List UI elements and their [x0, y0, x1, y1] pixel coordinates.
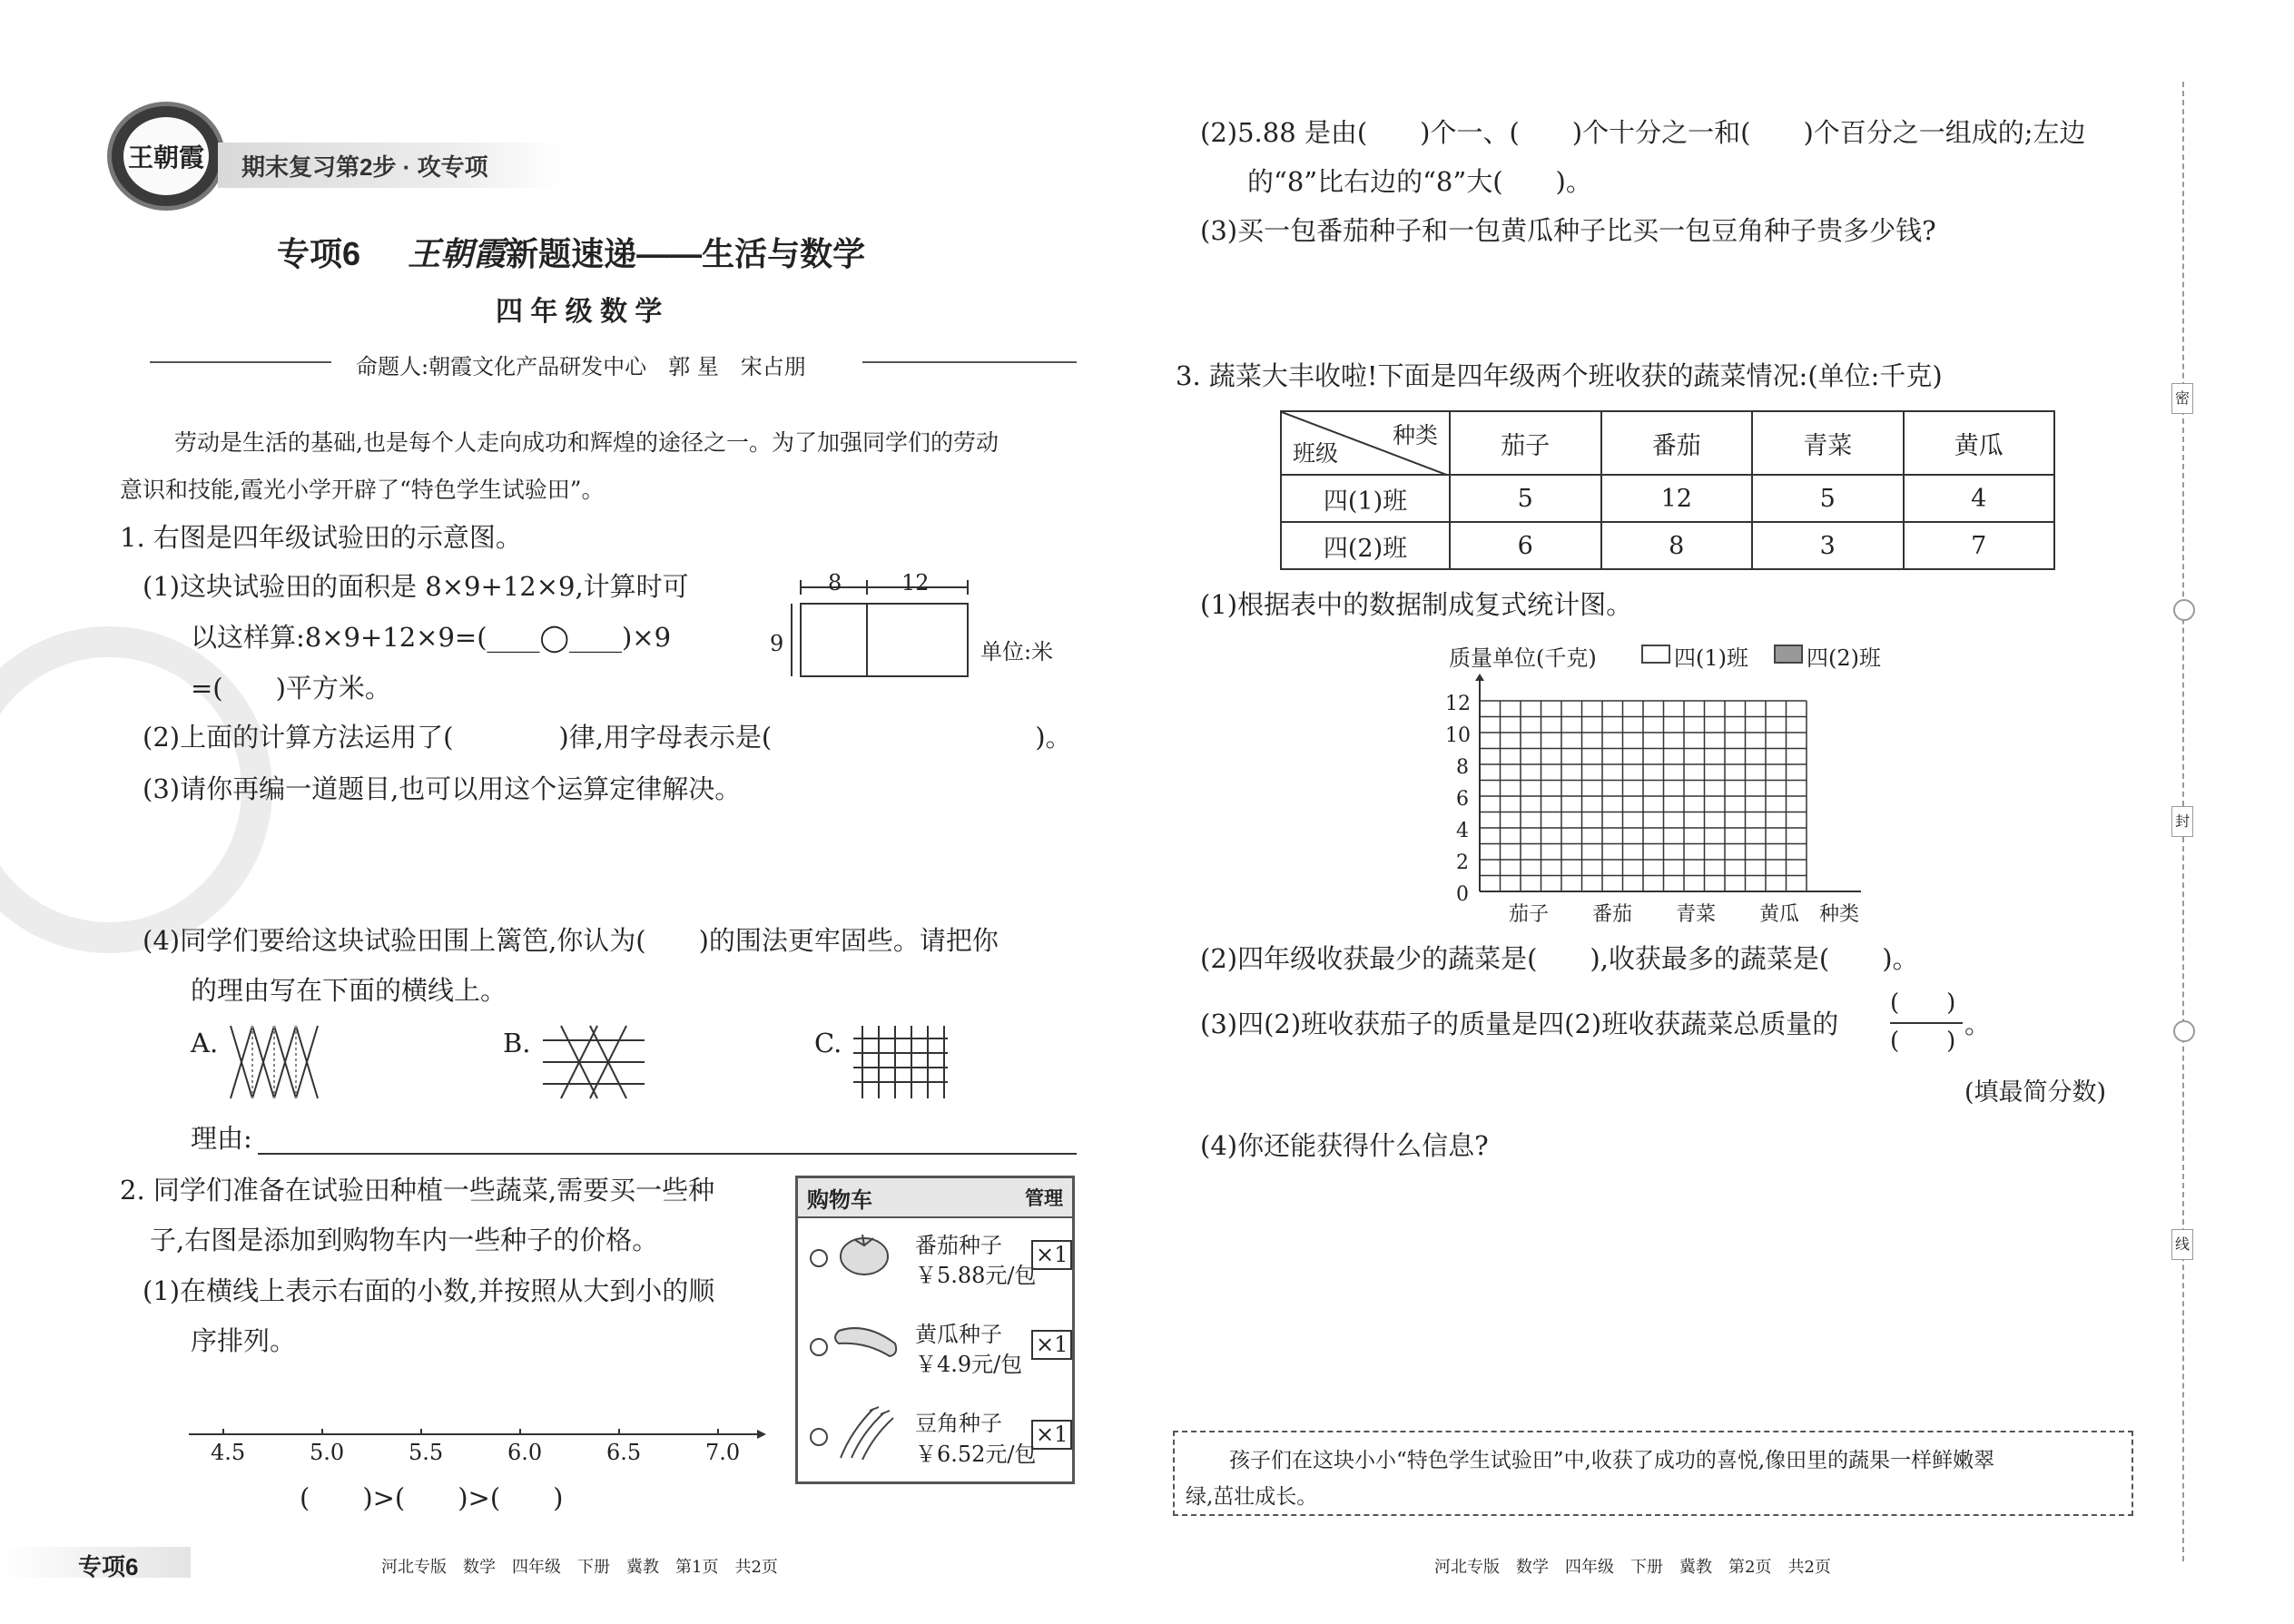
diagram-label-top-right: 12 — [901, 570, 930, 595]
table-row-name: 四(1)班 — [1281, 475, 1450, 522]
binding-label-box — [2171, 383, 2193, 414]
q3-part1: (1)根据表中的数据制成复式统计图。 — [1200, 589, 1633, 620]
chart-ytick-label: 10 — [1445, 724, 1471, 747]
chart-ytick-label: 2 — [1456, 851, 1469, 874]
table-row-name: 四(2)班 — [1281, 522, 1450, 569]
intro-line-2: 意识和技能,霞光小学开辟了“特色学生试验田”。 — [120, 477, 605, 503]
cart-item-qty-bean[interactable]: ×1 — [1031, 1420, 1072, 1450]
title-prefix: 专项6 — [277, 235, 361, 272]
binding-circle — [2173, 1020, 2195, 1042]
fraction-period: 。 — [1964, 1009, 1992, 1039]
number-line-tick-label: 4.5 — [211, 1440, 246, 1465]
table-cell: 7 — [1904, 522, 2055, 569]
table-corner — [1281, 411, 1450, 475]
table-cell: 6 — [1450, 522, 1601, 569]
chart-ylabel: 质量单位(千克) — [1449, 645, 1597, 671]
number-line-tick-label: 5.0 — [310, 1440, 345, 1465]
table-corner-top: 种类 — [1392, 422, 1438, 448]
chart-xcat-label: 茄子 — [1509, 903, 1550, 926]
footer-page-info-right: 河北专版 数学 四年级 下册 冀教 第2页 共2页 — [1434, 1558, 1831, 1577]
fraction-numerator[interactable]: ( ) — [1890, 989, 1956, 1017]
logo-text: 王朝霞 — [127, 143, 204, 172]
legend-label-class2: 四(2)班 — [1807, 645, 1881, 671]
brand-logo — [107, 102, 225, 211]
table-corner-bottom: 班级 — [1293, 440, 1339, 467]
q1-part2: (2)上面的计算方法运用了( )律,用字母表示是( )。 — [143, 722, 1072, 753]
cart-item-name-cucumber: 黄瓜种子 — [915, 1322, 1002, 1347]
q1-part4-line2: 的理由写在下面的横线上。 — [191, 975, 507, 1006]
order-answer[interactable]: ( )>( )>( ) — [300, 1482, 564, 1513]
cart-title: 购物车 — [807, 1187, 872, 1213]
banner-text: 期末复习第2步 · 攻专项 — [241, 153, 488, 181]
authors-rule-right — [862, 361, 1077, 363]
binding-label: 线 — [2174, 1235, 2190, 1253]
chart-xcat-label: 黄瓜 — [1759, 903, 1800, 926]
tomato-icon — [835, 1227, 893, 1278]
binding-label: 封 — [2174, 812, 2190, 830]
binding-label-box — [2171, 1229, 2193, 1260]
q1-part1-line1: (1)这块试验田的面积是 8×9+12×9,计算时可 — [143, 571, 689, 602]
legend-label-class1: 四(1)班 — [1674, 645, 1748, 671]
number-line-tick-label: 6.0 — [507, 1440, 543, 1465]
intro-line-1: 劳动是生活的基础,也是每个人走向成功和辉煌的途径之一。为了加强同学们的劳动 — [174, 429, 999, 456]
q3-part4: (4)你还能获得什么信息? — [1200, 1130, 1489, 1161]
cart-item-name-bean: 豆角种子 — [915, 1411, 1002, 1436]
page-subtitle: 四 年 级 数 学 — [496, 297, 663, 327]
cart-header — [798, 1178, 1072, 1218]
table-row — [1281, 522, 2054, 569]
diagram-unit: 单位:米 — [980, 639, 1054, 664]
cart-item-qty-cucumber[interactable]: ×1 — [1031, 1330, 1072, 1360]
fence-option-c[interactable] — [853, 1024, 948, 1100]
option-a-label: A. — [191, 1028, 219, 1058]
chart-ytick-label: 12 — [1445, 693, 1471, 715]
q3-title: 3. 蔬菜大丰收啦!下面是四年级两个班收获的蔬菜情况:(单位:千克) — [1176, 360, 1943, 391]
cart-item-qty-tomato[interactable]: ×1 — [1031, 1240, 1072, 1270]
footer-page-info-left: 河北专版 数学 四年级 下册 冀教 第1页 共2页 — [381, 1558, 778, 1577]
legend-swatch-class2 — [1774, 645, 1803, 664]
number-line-tick-label: 6.5 — [606, 1440, 642, 1465]
chart-ytick-label: 8 — [1456, 756, 1469, 779]
binding-label: 密 — [2174, 389, 2190, 407]
option-b-label: B. — [503, 1028, 531, 1058]
fence-option-a[interactable] — [225, 1024, 330, 1100]
number-line — [187, 1420, 768, 1442]
authors: 命题人:朝霞文化产品研发中心 郭 星 宋占朋 — [356, 354, 806, 379]
legend-swatch-class1 — [1641, 645, 1670, 664]
q2-title-line2: 子,右图是添加到购物车内一些种子的价格。 — [150, 1225, 659, 1255]
bean-icon — [833, 1403, 899, 1462]
q3-part3: (3)四(2)班收获茄子的质量是四(2)班收获蔬菜总质量的 — [1200, 1009, 1839, 1039]
cart-item-price-cucumber: ￥4.9元/包 — [915, 1352, 1023, 1377]
title-brand: 王朝霞 — [408, 235, 507, 273]
fraction-bar — [1890, 1022, 1963, 1024]
table-cell: 5 — [1450, 475, 1601, 522]
table-cell: 12 — [1601, 475, 1753, 522]
cart-item-price-tomato: ￥5.88元/包 — [915, 1263, 1037, 1288]
chart-xcat-label: 番茄 — [1592, 903, 1633, 926]
table-cell: 4 — [1904, 475, 2055, 522]
cart-item-select-cucumber[interactable] — [810, 1338, 828, 1356]
cart-manage-button[interactable]: 管理 — [1025, 1188, 1063, 1209]
table-row — [1281, 475, 2054, 522]
q2-part2-line1: (2)5.88 是由( )个一、( )个十分之一和( )个百分之一组成的;左边 — [1200, 117, 2086, 148]
vegetable-chart-grid[interactable] — [1438, 674, 1865, 901]
table-cell: 5 — [1752, 475, 1904, 522]
cart-item-name-tomato: 番茄种子 — [915, 1233, 1002, 1258]
chart-ytick-label: 4 — [1456, 820, 1469, 842]
closing-note-line2: 绿,茁壮成长。 — [1186, 1485, 1318, 1509]
q2-part1-line1: (1)在横线上表示右面的小数,并按照从大到小的顺 — [143, 1275, 715, 1306]
fence-option-b[interactable] — [543, 1024, 645, 1100]
reason-answer-line[interactable] — [258, 1153, 1077, 1155]
binding-circle — [2173, 599, 2195, 621]
fraction-denominator[interactable]: ( ) — [1890, 1028, 1956, 1055]
number-line-tick-label: 7.0 — [705, 1440, 741, 1465]
table-header: 青菜 — [1752, 411, 1904, 475]
reason-label: 理由: — [191, 1123, 252, 1154]
cart-item-price-bean: ￥6.52元/包 — [915, 1442, 1037, 1467]
header-banner — [218, 143, 563, 188]
q1-part1-line3: =( )平方米。 — [191, 673, 391, 704]
binding-label-box — [2171, 806, 2193, 837]
q2-part3: (3)买一包番茄种子和一包黄瓜种子比买一包豆角种子贵多少钱? — [1200, 215, 1936, 246]
cart-item-select-tomato[interactable] — [810, 1249, 828, 1267]
chart-ytick-label: 6 — [1456, 788, 1469, 811]
chart-xlabel: 种类 — [1819, 903, 1860, 926]
cart-item-select-bean[interactable] — [810, 1428, 828, 1446]
q1-title: 1. 右图是四年级试验田的示意图。 — [120, 522, 522, 553]
authors-rule-left — [150, 361, 331, 363]
page-title — [277, 229, 865, 275]
table-cell: 8 — [1601, 522, 1753, 569]
vegetable-table — [1280, 410, 2055, 570]
table-header: 番茄 — [1601, 411, 1753, 475]
q1-part3: (3)请你再编一道题目,也可以用这个运算定律解决。 — [143, 773, 742, 804]
table-header: 茄子 — [1450, 411, 1601, 475]
table-cell: 3 — [1752, 522, 1904, 569]
title-main: 新题速递——生活与数学 — [506, 235, 866, 272]
diagram-label-side: 9 — [770, 631, 784, 656]
q1-part1-line2: 以这样算:8×9+12×9=(____◯____)×9 — [191, 622, 672, 653]
number-line-tick-label: 5.5 — [409, 1440, 444, 1465]
chart-ytick-label: 0 — [1456, 883, 1469, 906]
closing-note-box — [1173, 1431, 2133, 1516]
table-header: 黄瓜 — [1904, 411, 2055, 475]
q2-part1-line2: 序排列。 — [191, 1325, 297, 1356]
chart-xcat-label: 青菜 — [1676, 903, 1717, 926]
q3-part3-hint: (填最简分数) — [1964, 1078, 2107, 1107]
closing-note-line1: 孩子们在这块小小“特色学生试验田”中,收获了成功的喜悦,像田里的蔬果一样鲜嫩翠 — [1229, 1449, 1995, 1472]
diagram-label-top-left: 8 — [828, 570, 842, 595]
footer-tag: 专项6 — [78, 1553, 139, 1580]
q3-part2: (2)四年级收获最少的蔬菜是( ),收获最多的蔬菜是( )。 — [1200, 943, 1919, 974]
q2-part2-line2: 的“8”比右边的“8”大( )。 — [1247, 166, 1592, 197]
option-c-label: C. — [814, 1028, 842, 1058]
cucumber-icon — [830, 1318, 902, 1363]
q2-title-line1: 2. 同学们准备在试验田种植一些蔬菜,需要买一些种 — [120, 1175, 715, 1206]
q1-part4-line1: (4)同学们要给这块试验田围上篱笆,你认为( )的围法更牢固些。请把你 — [143, 925, 999, 956]
